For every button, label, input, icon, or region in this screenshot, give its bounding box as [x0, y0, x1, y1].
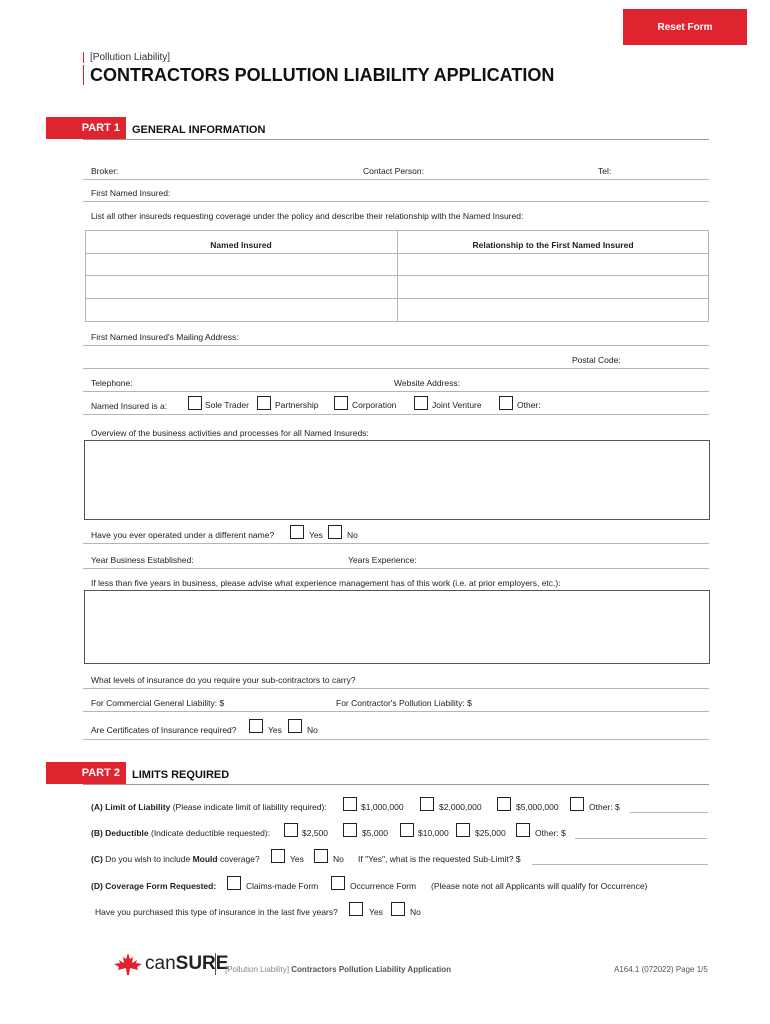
cansure-logo: canSURE	[145, 953, 229, 974]
footer-form-code: A164.1 (072022) Page 1/5	[614, 965, 708, 974]
partnership-label: Partnership	[275, 400, 319, 410]
mailing-address-label: First Named Insured's Mailing Address:	[91, 332, 239, 342]
mould-no-checkbox[interactable]	[314, 849, 328, 863]
coverage-form-label: (D) Coverage Form Requested:	[91, 881, 217, 891]
deductible-10000-checkbox[interactable]	[400, 823, 414, 837]
footer-title: [Pollution Liability] Contractors Pollution Liability Application	[225, 965, 451, 974]
limit-1m-checkbox[interactable]	[343, 797, 357, 811]
overview-label: Overview of the business activities and processes for all Named Insureds:	[91, 428, 369, 438]
divider	[83, 139, 709, 140]
deductible-5000-checkbox[interactable]	[343, 823, 357, 837]
divider	[83, 688, 709, 689]
divider	[83, 739, 709, 740]
limit-5m-label: $5,000,000	[516, 802, 559, 812]
cgl-label: For Commercial General Liability: $	[91, 698, 225, 708]
claims-made-label: Claims-made Form	[246, 881, 319, 891]
telephone-field[interactable]	[83, 391, 709, 392]
mould-sublimit-label: If "Yes", what is the requested Sub-Limit? $	[358, 854, 521, 864]
divider	[83, 543, 709, 544]
mould-no-label: No	[333, 854, 344, 864]
certificates-yes-label: Yes	[268, 725, 282, 735]
other-checkbox[interactable]	[499, 396, 513, 410]
different-name-no-checkbox[interactable]	[328, 525, 342, 539]
website-label: Website Address:	[394, 378, 460, 388]
limit-other-checkbox[interactable]	[570, 797, 584, 811]
joint-venture-checkbox[interactable]	[414, 396, 428, 410]
table-cell[interactable]	[86, 276, 396, 297]
years-experience-label: Years Experience:	[348, 555, 417, 565]
deductible-25000-checkbox[interactable]	[456, 823, 470, 837]
limit-5m-checkbox[interactable]	[497, 797, 511, 811]
occurrence-label: Occurrence Form	[350, 881, 417, 891]
table-header-named-insured: Named Insured	[210, 240, 272, 250]
table-cell[interactable]	[86, 254, 396, 274]
cpl-label: For Contractor's Pollution Liability: $	[336, 698, 472, 708]
divider	[83, 784, 709, 785]
certificates-label: Are Certificates of Insurance required?	[91, 725, 237, 735]
deductible-5000-label: $5,000	[362, 828, 388, 838]
overview-textarea[interactable]	[84, 440, 710, 520]
different-name-yes-checkbox[interactable]	[290, 525, 304, 539]
cgl-field[interactable]	[83, 711, 709, 712]
tel-label: Tel:	[598, 166, 612, 176]
part1-badge: PART 1	[46, 117, 126, 139]
reset-form-button[interactable]: Reset Form	[623, 9, 747, 45]
deductible-other-field[interactable]	[575, 838, 707, 839]
other-label: Other:	[517, 400, 541, 410]
table-cell[interactable]	[86, 299, 396, 321]
corporation-label: Corporation	[352, 400, 397, 410]
purchased-no-label: No	[410, 907, 421, 917]
limit-other-label: Other: $	[589, 802, 620, 812]
first-named-insured-field[interactable]	[83, 201, 709, 202]
mailing-address-field[interactable]	[83, 345, 709, 346]
mould-yes-checkbox[interactable]	[271, 849, 285, 863]
purchased-no-checkbox[interactable]	[391, 902, 405, 916]
occurrence-checkbox[interactable]	[331, 876, 345, 890]
page-title: CONTRACTORS POLLUTION LIABILITY APPLICATION	[83, 65, 554, 85]
broker-field[interactable]	[83, 179, 709, 180]
sole-trader-checkbox[interactable]	[188, 396, 202, 410]
claims-made-checkbox[interactable]	[227, 876, 241, 890]
table-cell[interactable]	[398, 254, 708, 274]
experience-textarea[interactable]	[84, 590, 710, 664]
other-field[interactable]	[83, 414, 709, 415]
certificates-yes-checkbox[interactable]	[249, 719, 263, 733]
part1-title: GENERAL INFORMATION	[132, 124, 266, 136]
joint-venture-label: Joint Venture	[432, 400, 482, 410]
table-header-relationship: Relationship to the First Named Insured	[472, 240, 634, 250]
different-name-no-label: No	[347, 530, 358, 540]
first-named-insured-label: First Named Insured:	[91, 188, 171, 198]
document-tag: [Pollution Liability]	[83, 52, 170, 63]
occurrence-note: (Please note not all Applicants will qualify for Occurrence)	[431, 881, 648, 891]
table-cell[interactable]	[398, 276, 708, 297]
contact-person-label: Contact Person:	[363, 166, 424, 176]
deductible-10000-label: $10,000	[418, 828, 449, 838]
different-name-label: Have you ever operated under a different name?	[91, 530, 275, 540]
deductible-25000-label: $25,000	[475, 828, 506, 838]
table-cell[interactable]	[398, 299, 708, 321]
deductible-label: (B) Deductible (Indicate deductible requested):	[91, 828, 271, 838]
purchased-label: Have you purchased this type of insurance in the last five years?	[95, 907, 338, 917]
different-name-yes-label: Yes	[309, 530, 323, 540]
mould-yes-label: Yes	[290, 854, 304, 864]
deductible-2500-checkbox[interactable]	[284, 823, 298, 837]
named-insured-is-label: Named Insured is a:	[91, 401, 168, 411]
limit-1m-label: $1,000,000	[361, 802, 404, 812]
telephone-label: Telephone:	[91, 378, 133, 388]
part2-title: LIMITS REQUIRED	[132, 769, 230, 781]
purchased-yes-checkbox[interactable]	[349, 902, 363, 916]
sole-trader-label: Sole Trader	[205, 400, 249, 410]
broker-label: Broker:	[91, 166, 119, 176]
mould-label: (C) Do you wish to include Mould coverage?	[91, 854, 260, 864]
limit-2m-checkbox[interactable]	[420, 797, 434, 811]
limit-other-field[interactable]	[630, 812, 708, 813]
footer-divider	[215, 953, 216, 975]
limit-of-liability-label: (A) Limit of Liability (Please indicate limit of liability required):	[91, 802, 327, 812]
purchased-yes-label: Yes	[369, 907, 383, 917]
deductible-2500-label: $2,500	[302, 828, 328, 838]
deductible-other-checkbox[interactable]	[516, 823, 530, 837]
partnership-checkbox[interactable]	[257, 396, 271, 410]
less-than-five-label: If less than five years in business, please advise what experience management has of this work (i.e. at prior employers, etc.):	[91, 578, 561, 588]
certificates-no-checkbox[interactable]	[288, 719, 302, 733]
part2-badge: PART 2	[46, 762, 126, 784]
certificates-no-label: No	[307, 725, 318, 735]
sub-levels-label: What levels of insurance do you require your sub-contractors to carry?	[91, 675, 356, 685]
limit-2m-label: $2,000,000	[439, 802, 482, 812]
maple-leaf-icon	[112, 952, 144, 976]
list-others-label: List all other insureds requesting coverage under the policy and describe their relationship with the Named Insured:	[91, 211, 524, 221]
deductible-other-label: Other: $	[535, 828, 566, 838]
corporation-checkbox[interactable]	[334, 396, 348, 410]
year-established-label: Year Business Established:	[91, 555, 194, 565]
postal-code-field[interactable]	[83, 368, 709, 369]
mould-sublimit-field[interactable]	[532, 864, 708, 865]
year-established-field[interactable]	[83, 568, 709, 569]
postal-code-label: Postal Code:	[572, 355, 621, 365]
